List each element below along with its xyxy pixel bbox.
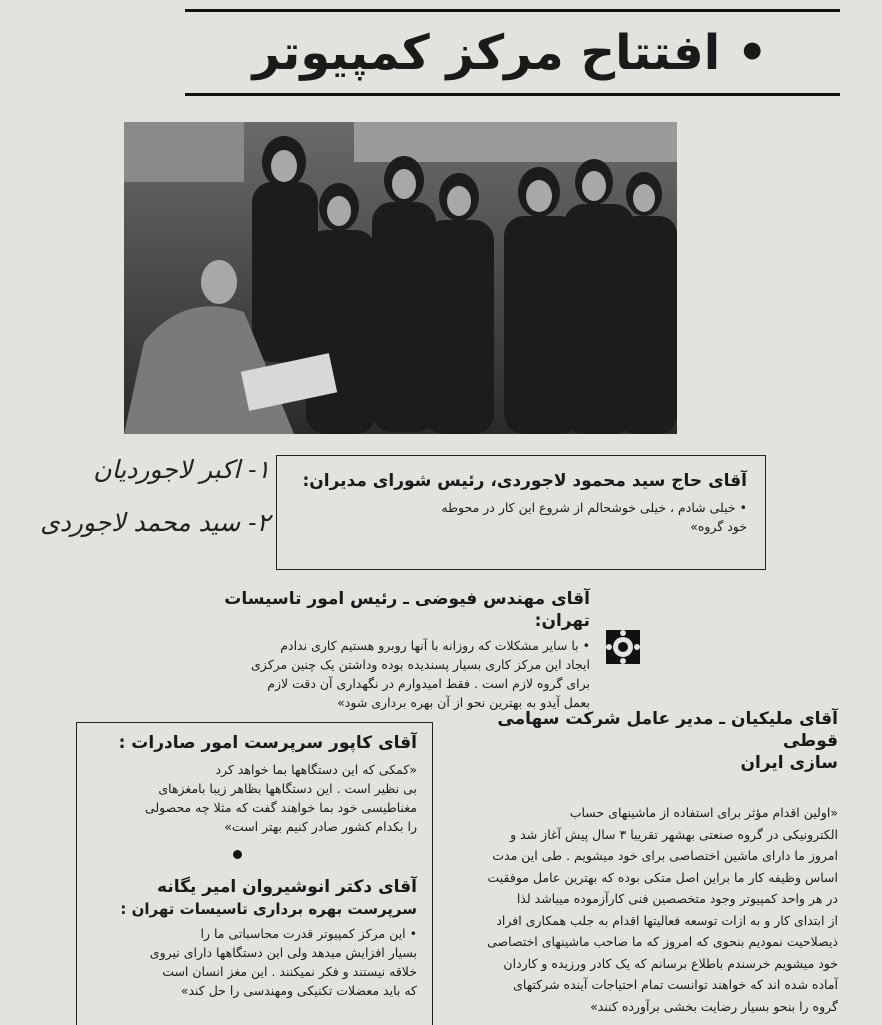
handwritten-note-line-1: ۱- اکبر لاجوردیان bbox=[93, 455, 270, 484]
melikian-line-7: ذیصلاحیت نمودیم بنحوی که امروز که ما صاحب ماشینهای اختصاصی bbox=[487, 934, 838, 949]
melikian-line-3: امروز ما دارای ماشین اختصاصی برای خود میشویم . طی این مدت bbox=[492, 848, 838, 863]
melikian-line-6: از ابتدای کار و به ازات توسعه فعالیتها اقدام به جلب همکاری افراد bbox=[496, 912, 838, 928]
headline-top-rule bbox=[185, 9, 840, 12]
anoushiravan-heading: آقای دکتر انوشیروان امیر یگانه bbox=[157, 877, 417, 897]
boxed-quote bbox=[276, 455, 766, 570]
faizi-quote bbox=[190, 588, 590, 712]
melikian-line-8: خود میشویم خرسندم باطلاع برسانم که یک کادر ورزیده و کاردان bbox=[503, 955, 838, 971]
boxed-quote-line-1: • خیلی شادم ، خیلی خوشحالم از شروع این کار در محوطه bbox=[441, 500, 747, 515]
kapur-line-3: مغناطیسی خود بما خواهند گفت که مثلا چه محصولی bbox=[144, 800, 417, 815]
faizi-line-1: • با سایر مشکلات که روزانه با آنها روبرو هستیم کاری ندادم bbox=[280, 638, 590, 653]
faizi-line-4: بعمل آیدو به بهترین نحو از آن بهره برداری شود» bbox=[337, 695, 590, 710]
melikian-heading-2: سازی ایران bbox=[740, 753, 838, 773]
group-photo bbox=[124, 122, 677, 434]
separator-dot bbox=[233, 850, 242, 859]
anoushiravan-line-4: که باید معضلات تکنیکی ومهندسی را حل کند» bbox=[180, 983, 417, 998]
boxed-quote-line-2: خود گروه» bbox=[690, 519, 747, 534]
boxed-quote-heading: آقای حاج سید محمود لاجوردی، رئیس شورای مدیران: bbox=[302, 471, 747, 491]
melikian-quote bbox=[448, 708, 838, 1017]
anoushiravan-quote bbox=[92, 876, 417, 1000]
kapur-quote bbox=[92, 732, 417, 836]
anoushiravan-line-3: خلاقه نیستند و فکر نمیکنند . این مغز انسان است bbox=[162, 964, 417, 979]
kapur-line-1: «کمکی که این دستگاهها بما خواهد کرد bbox=[215, 762, 417, 777]
faizi-line-3: برای گروه لازم است . فقط امیدوارم در نگهداری آن دقت لازم bbox=[267, 676, 590, 691]
melikian-heading: آقای ملیکیان ـ مدیر عامل شرکت سهامی قوطی bbox=[497, 709, 838, 751]
kapur-line-4: را بکدام کشور صادر کنیم بهتر است» bbox=[224, 819, 417, 834]
melikian-line-10: گروه را بنحو بسیار رضایت بخشی برآورده کنند» bbox=[590, 998, 838, 1014]
anoushiravan-line-2: بسیار افزایش میدهد ولی این دستگاهها دارای نیروی bbox=[149, 945, 417, 960]
kapur-heading: آقای کاپور سرپرست امور صادرات : bbox=[118, 733, 417, 753]
kapur-line-2: بی نظیر است . این دستگاهها بظاهر زیبا بامغزهای bbox=[158, 781, 417, 796]
handwritten-note-line-2: ۲- سید محمد لاجوردی bbox=[40, 508, 270, 537]
headline: • افتتاح مرکز کمپیوتر bbox=[252, 25, 768, 81]
ornament-icon bbox=[604, 628, 642, 666]
melikian-line-5: در هر واحد کمپیوتر وجود متخصصین فنی کارآزموده میباشد لذا bbox=[516, 891, 838, 906]
faizi-heading: آقای مهندس فیوضی ـ رئیس امور تاسیسات تهران: bbox=[224, 589, 590, 631]
melikian-line-9: آماده شده اند که خواهند توانست تمام احتیاجات آینده شرکتهای bbox=[513, 977, 838, 992]
faizi-line-2: ایجاد این مرکز کاری بسیار پسندیده بوده وداشتن یک چنین مرکزی bbox=[251, 657, 590, 672]
melikian-line-4: اساس وظیفه کار ما براین اصل متکی بوده که بهترین عامل موفقیت bbox=[487, 869, 838, 885]
anoushiravan-line-1: • این مرکز کمپیوتر قدرت محاسباتی ما را bbox=[200, 926, 417, 941]
anoushiravan-subheading: سرپرست بهره برداری تاسیسات تهران : bbox=[120, 900, 417, 918]
melikian-line-2: الکترونیکی در گروه صنعتی بهشهر تقریبا ۳ سال پیش آغاز شد و bbox=[510, 826, 838, 842]
headline-bottom-rule bbox=[185, 93, 840, 96]
melikian-line-1: «اولین اقدام مؤثر برای استفاده از ماشینهای حساب bbox=[569, 805, 838, 820]
